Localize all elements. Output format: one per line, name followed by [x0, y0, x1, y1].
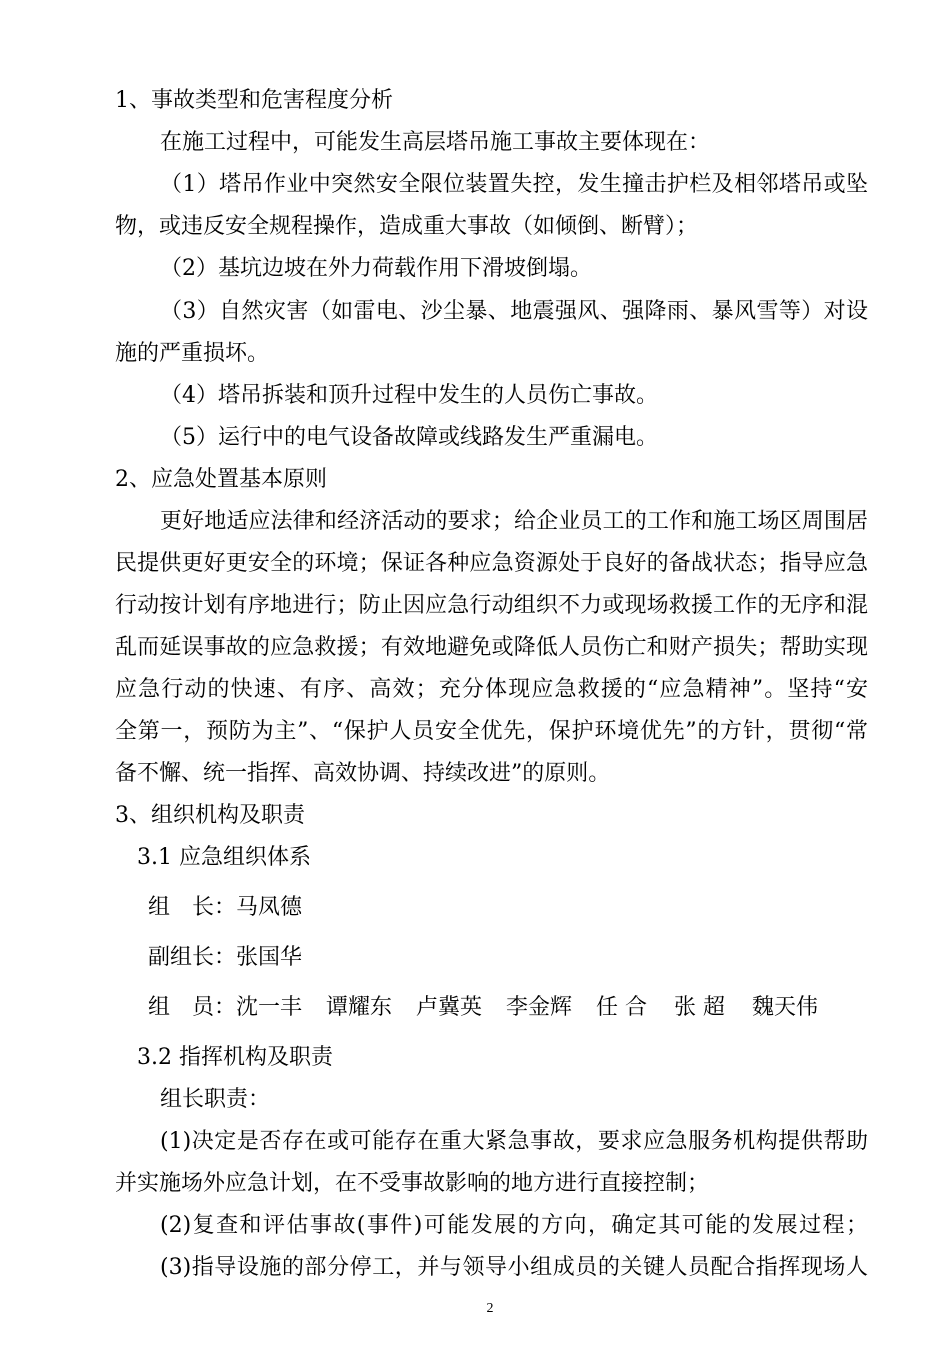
page-number: 2 — [486, 1301, 494, 1316]
duty-3-line1: (3)指导设施的部分停工，并与领导小组成员的关键人员配合指挥现场人 — [160, 1255, 868, 1280]
section1-item1-line1: （1）塔吊作业中突然安全限位装置失控，发生撞击护栏及相邻塔吊或坠 — [160, 172, 868, 197]
duty-2: (2)复查和评估事故(事件)可能发展的方向，确定其可能的发展过程； — [160, 1213, 868, 1238]
section2-line: 更好地适应法律和经济活动的要求；给企业员工的工作和施工场区周围居 — [160, 509, 868, 534]
section2-line: 乱而延误事故的应急救援；有效地避免或降低人员伤亡和财产损失；帮助实现 — [115, 635, 868, 660]
section1-intro: 在施工过程中，可能发生高层塔吊施工事故主要体现在： — [160, 130, 711, 155]
section3-heading: 3、组织机构及职责 — [115, 803, 305, 828]
subsection-3-2-heading: 3.2 指挥机构及职责 — [137, 1045, 333, 1070]
member-name: 张 超 — [674, 995, 725, 1020]
section2-line: 应急行动的快速、有序、高效；充分体现应急救援的“应急精神”。坚持“安 — [115, 677, 868, 702]
section1-item3-line1: （3）自然灾害（如雷电、沙尘暴、地震强风、强降雨、暴风雪等）对设 — [160, 299, 868, 324]
member-name: 李金辉 — [506, 995, 573, 1020]
section2-line: 全第一，预防为主”、“保护人员安全优先，保护环境优先”的方针，贯彻“常 — [115, 719, 868, 744]
leader-duties-title: 组长职责： — [160, 1087, 271, 1112]
section2-line: 行动按计划有序地进行；防止因应急行动组织不力或现场救援工作的无序和混 — [115, 593, 868, 618]
group-leader: 组 长：马凤德 — [148, 895, 303, 920]
section2-line: 民提供更好更安全的环境；保证各种应急资源处于良好的备战状态；指导应急 — [115, 551, 868, 576]
member-name: 沈一丰 — [236, 995, 303, 1020]
member-name: 卢冀英 — [416, 995, 483, 1020]
section1-item5: （5）运行中的电气设备故障或线路发生严重漏电。 — [160, 425, 658, 450]
section2-line: 备不懈、统一指挥、高效协调、持续改进”的原则。 — [115, 761, 611, 786]
member-name: 谭耀东 — [326, 995, 393, 1020]
group-members — [148, 993, 868, 1023]
section1-item3-line2: 施的严重损坏。 — [115, 341, 270, 366]
deputy-leader: 副组长：张国华 — [148, 945, 303, 970]
subsection-3-1-heading: 3.1 应急组织体系 — [137, 845, 311, 870]
section1-item2: （2）基坑边坡在外力荷载作用下滑坡倒塌。 — [160, 256, 592, 281]
member-name: 任 合 — [596, 995, 647, 1020]
duty-1-line1: (1)决定是否存在或可能存在重大紧急事故，要求应急服务机构提供帮助 — [160, 1129, 868, 1154]
duty-1-line2: 并实施场外应急计划，在不受事故影响的地方进行直接控制； — [115, 1171, 710, 1196]
section2-heading: 2、应急处置基本原则 — [115, 467, 327, 492]
member-name: 魏天伟 — [752, 995, 819, 1020]
members-label: 组 员： — [148, 995, 237, 1020]
section1-item4: （4）塔吊拆装和顶升过程中发生的人员伤亡事故。 — [160, 383, 658, 408]
section1-item1-line2: 物，或违反安全规程操作，造成重大事故（如倾倒、断臂）； — [115, 214, 699, 239]
section1-heading: 1、事故类型和危害程度分析 — [115, 88, 393, 113]
